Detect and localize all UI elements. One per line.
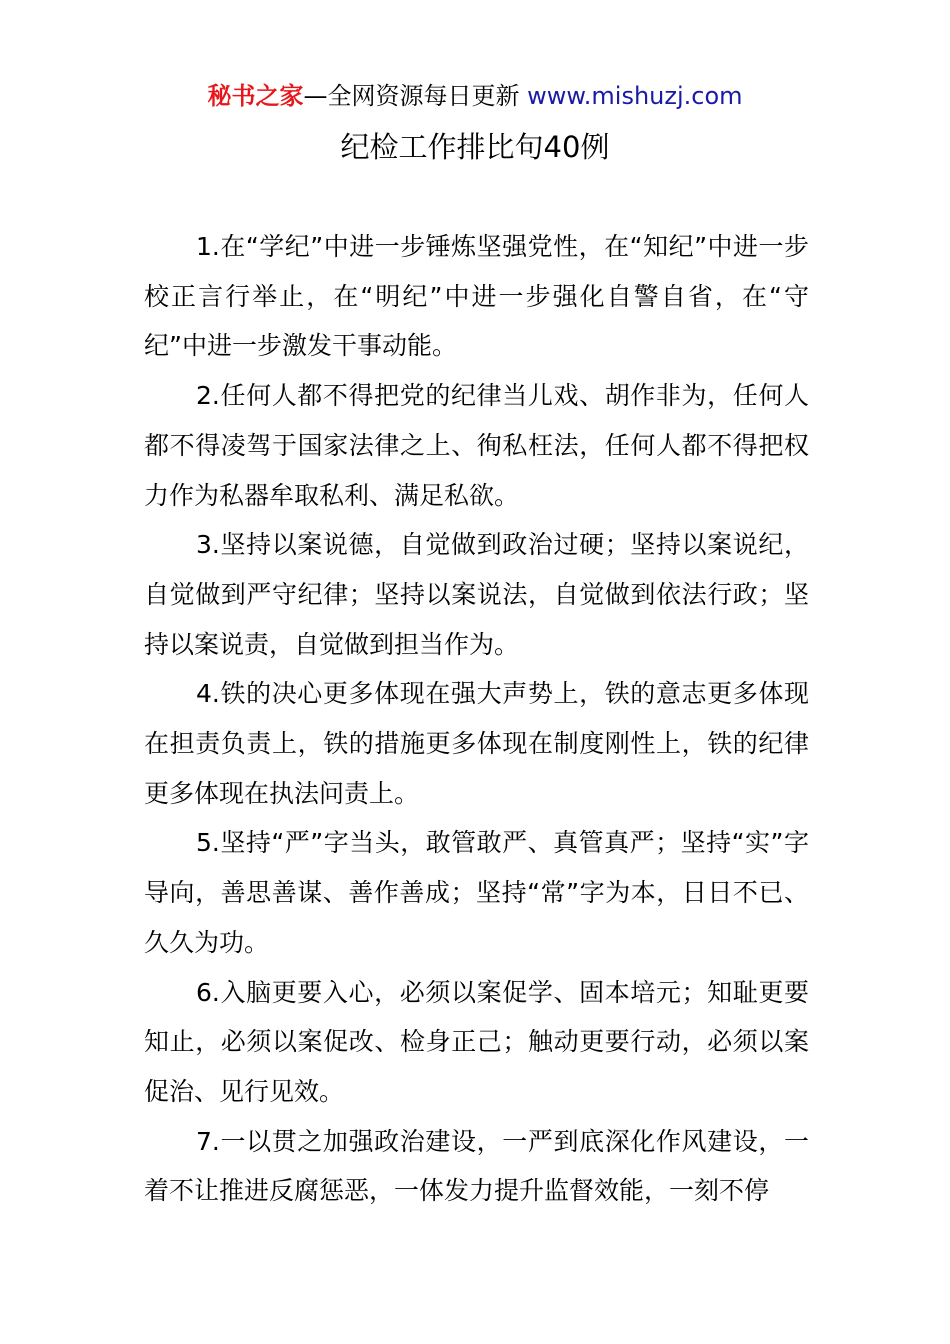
paragraph-6: 6.入脑更要入心，必须以案促学、固本培元；知耻更要知止，必须以案促改、检身正己；触动更要行动，必须以案促治、见行见效。	[144, 977, 809, 1106]
site-header	[0, 80, 950, 112]
paragraph-3: 3.坚持以案说德，自觉做到政治过硬；坚持以案说纪，自觉做到严守纪律；坚持以案说法，自觉做到依法行政；坚持以案说责，自觉做到担当作为。	[144, 530, 809, 659]
paragraph-1: 1.在“学纪”中进一步锤炼坚强党性，在“知纪”中进一步校正言行举止，在“明纪”中进一步强化自警自省，在“守纪”中进一步激发干事动能。	[144, 232, 809, 361]
document-title: 纪检工作排比句40例	[340, 130, 610, 164]
paragraph-2: 2.任何人都不得把党的纪律当儿戏、胡作非为，任何人都不得凌驾于国家法律之上、徇私枉法，任何人都不得把权力作为私器牟取私利、满足私欲。	[144, 381, 809, 510]
paragraph-7: 7.一以贯之加强政治建设，一严到底深化作风建设，一着不让推进反腐惩恶，一体发力提升监督效能，一刻不停	[144, 1126, 809, 1206]
paragraph-5: 5.坚持“严”字当头，敢管敢严、真管真严；坚持“实”字导向，善思善谋、善作善成；坚持“常”字为本，日日不已、久久为功。	[144, 828, 809, 957]
document-body	[144, 222, 809, 1216]
site-url-link[interactable]: www.mishuzj.com	[527, 82, 743, 110]
paragraph-4: 4.铁的决心更多体现在强大声势上，铁的意志更多体现在担责负责上，铁的措施更多体现在制度刚性上，铁的纪律更多体现在执法问责上。	[144, 679, 809, 808]
brand-name: 秘书之家	[207, 82, 304, 110]
site-tagline: —全网资源每日更新	[303, 82, 528, 110]
